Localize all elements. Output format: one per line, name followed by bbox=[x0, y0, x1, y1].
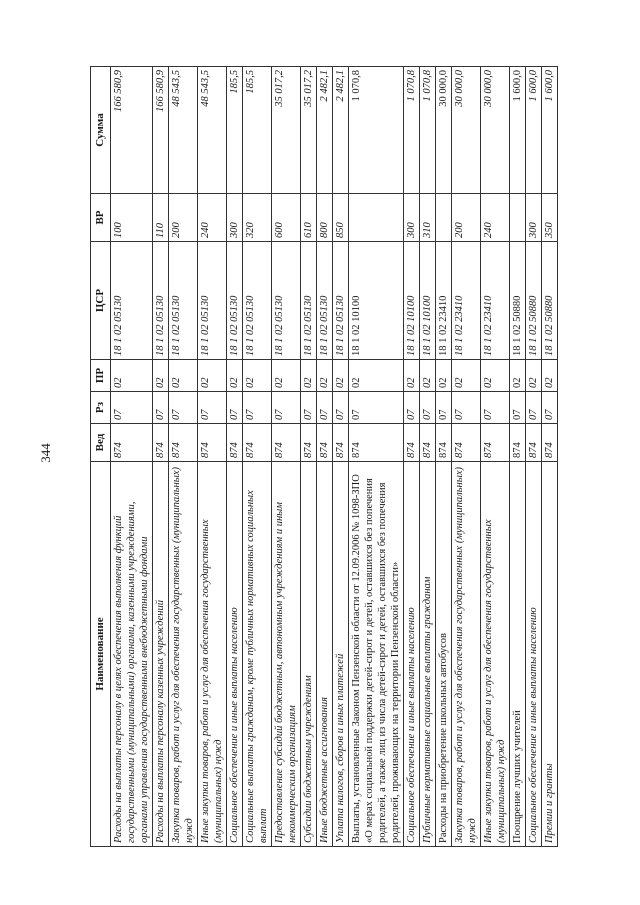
cell-ved: 874 bbox=[526, 424, 542, 462]
table-row bbox=[481, 67, 510, 847]
cell-sum: 48 543,5 bbox=[198, 67, 227, 194]
cell-sum: 185,5 bbox=[227, 67, 243, 194]
cell-pr: 02 bbox=[349, 360, 404, 392]
col-header-vr: ВР bbox=[91, 194, 111, 242]
cell-name: Иные закупки товаров, работ и услуг для обеспечения государственных (муниципальных) нужд bbox=[481, 462, 510, 847]
table-row bbox=[436, 67, 452, 847]
cell-rz: 07 bbox=[317, 392, 333, 424]
cell-csr: 18 1 02 50880 bbox=[542, 242, 558, 360]
cell-ved: 874 bbox=[404, 424, 420, 462]
cell-vr: 320 bbox=[243, 194, 272, 242]
cell-vr: 610 bbox=[301, 194, 317, 242]
cell-sum: 2 482,1 bbox=[317, 67, 333, 194]
cell-csr: 18 1 02 23410 bbox=[481, 242, 510, 360]
cell-ved: 874 bbox=[153, 424, 169, 462]
cell-rz: 07 bbox=[404, 392, 420, 424]
cell-pr: 02 bbox=[111, 360, 153, 392]
cell-csr: 18 1 02 10100 bbox=[420, 242, 436, 360]
table-row bbox=[349, 67, 404, 847]
cell-pr: 02 bbox=[243, 360, 272, 392]
cell-vr bbox=[349, 194, 404, 242]
cell-ved: 874 bbox=[349, 424, 404, 462]
cell-pr: 02 bbox=[333, 360, 349, 392]
cell-name: Поощрение лучших учителей bbox=[510, 462, 526, 847]
cell-ved: 874 bbox=[111, 424, 153, 462]
cell-vr: 300 bbox=[227, 194, 243, 242]
cell-ved: 874 bbox=[227, 424, 243, 462]
cell-pr: 02 bbox=[404, 360, 420, 392]
table-row bbox=[333, 67, 349, 847]
cell-sum: 1 600,0 bbox=[526, 67, 542, 194]
cell-csr: 18 1 02 10100 bbox=[404, 242, 420, 360]
cell-name: Субсидии бюджетным учреждениям bbox=[301, 462, 317, 847]
cell-csr: 18 1 02 23410 bbox=[436, 242, 452, 360]
cell-rz: 07 bbox=[510, 392, 526, 424]
cell-ved: 874 bbox=[452, 424, 481, 462]
cell-rz: 07 bbox=[169, 392, 198, 424]
cell-vr: 310 bbox=[420, 194, 436, 242]
cell-rz: 07 bbox=[542, 392, 558, 424]
cell-csr: 18 1 02 05130 bbox=[169, 242, 198, 360]
cell-name: Предоставление субсидий бюджетным, автономным учреждениям и иным некоммерческим организациям bbox=[272, 462, 301, 847]
cell-ved: 874 bbox=[420, 424, 436, 462]
cell-rz: 07 bbox=[349, 392, 404, 424]
cell-name: Социальное обеспечение и иные выплаты населению bbox=[526, 462, 542, 847]
table-row bbox=[404, 67, 420, 847]
cell-sum: 35 017,2 bbox=[301, 67, 317, 194]
cell-csr: 18 1 02 50880 bbox=[510, 242, 526, 360]
cell-rz: 07 bbox=[333, 392, 349, 424]
cell-sum: 166 580,9 bbox=[153, 67, 169, 194]
cell-csr: 18 1 02 05130 bbox=[227, 242, 243, 360]
cell-vr: 300 bbox=[404, 194, 420, 242]
cell-pr: 02 bbox=[317, 360, 333, 392]
cell-pr: 02 bbox=[169, 360, 198, 392]
table-row bbox=[452, 67, 481, 847]
cell-pr: 02 bbox=[272, 360, 301, 392]
cell-sum: 1 070,8 bbox=[404, 67, 420, 194]
cell-pr: 02 bbox=[481, 360, 510, 392]
col-header-name: Наименование bbox=[91, 462, 111, 847]
cell-name: Уплата налогов, сборов и иных платежей bbox=[333, 462, 349, 847]
cell-csr: 18 1 02 23410 bbox=[452, 242, 481, 360]
cell-ved: 874 bbox=[510, 424, 526, 462]
table-header bbox=[91, 67, 111, 847]
cell-sum: 1 070,8 bbox=[420, 67, 436, 194]
col-header-rz: Рз bbox=[91, 392, 111, 424]
cell-sum: 30 000,0 bbox=[436, 67, 452, 194]
cell-csr: 18 1 02 05130 bbox=[198, 242, 227, 360]
rotated-table-wrapper bbox=[90, 67, 570, 847]
cell-ved: 874 bbox=[243, 424, 272, 462]
cell-pr: 02 bbox=[227, 360, 243, 392]
cell-vr: 100 bbox=[111, 194, 153, 242]
cell-csr: 18 1 02 05130 bbox=[333, 242, 349, 360]
cell-pr: 02 bbox=[452, 360, 481, 392]
table-row bbox=[317, 67, 333, 847]
cell-name: Иные закупки товаров, работ и услуг для обеспечения государственных (муниципальных) нужд bbox=[198, 462, 227, 847]
cell-ved: 874 bbox=[542, 424, 558, 462]
cell-rz: 07 bbox=[481, 392, 510, 424]
header-row bbox=[91, 67, 111, 847]
budget-table bbox=[90, 66, 558, 847]
cell-vr: 240 bbox=[198, 194, 227, 242]
cell-rz: 07 bbox=[301, 392, 317, 424]
cell-sum: 2 482,1 bbox=[333, 67, 349, 194]
table-row bbox=[526, 67, 542, 847]
cell-rz: 07 bbox=[452, 392, 481, 424]
cell-csr: 18 1 02 05130 bbox=[272, 242, 301, 360]
cell-vr bbox=[436, 194, 452, 242]
cell-pr: 02 bbox=[301, 360, 317, 392]
page-number: 344 bbox=[38, 443, 53, 463]
cell-sum: 1 600,0 bbox=[510, 67, 526, 194]
cell-rz: 07 bbox=[153, 392, 169, 424]
cell-sum: 30 000,0 bbox=[481, 67, 510, 194]
cell-name: Публичные нормативные социальные выплаты гражданам bbox=[420, 462, 436, 847]
cell-csr: 18 1 02 05130 bbox=[153, 242, 169, 360]
table-row bbox=[243, 67, 272, 847]
cell-rz: 07 bbox=[111, 392, 153, 424]
cell-sum: 35 017,2 bbox=[272, 67, 301, 194]
cell-sum: 1 600,0 bbox=[542, 67, 558, 194]
table-row bbox=[542, 67, 558, 847]
cell-rz: 07 bbox=[198, 392, 227, 424]
cell-sum: 185,5 bbox=[243, 67, 272, 194]
cell-name: Расходы на выплаты персоналу казенных учреждений bbox=[153, 462, 169, 847]
cell-csr: 18 1 02 05130 bbox=[111, 242, 153, 360]
table-body bbox=[111, 67, 558, 847]
table-row bbox=[272, 67, 301, 847]
cell-name: Социальные выплаты гражданам, кроме публичных нормативных социальных выплат bbox=[243, 462, 272, 847]
cell-rz: 07 bbox=[243, 392, 272, 424]
cell-sum: 30 000,0 bbox=[452, 67, 481, 194]
cell-vr: 300 bbox=[526, 194, 542, 242]
cell-vr: 800 bbox=[317, 194, 333, 242]
cell-vr: 110 bbox=[153, 194, 169, 242]
cell-pr: 02 bbox=[198, 360, 227, 392]
cell-pr: 02 bbox=[420, 360, 436, 392]
cell-csr: 18 1 02 05130 bbox=[317, 242, 333, 360]
cell-sum: 1 070,8 bbox=[349, 67, 404, 194]
cell-rz: 07 bbox=[526, 392, 542, 424]
cell-pr: 02 bbox=[526, 360, 542, 392]
cell-name: Закупка товаров, работ и услуг для обеспечения государственных (муниципальных) нужд bbox=[169, 462, 198, 847]
cell-rz: 07 bbox=[227, 392, 243, 424]
col-header-sum: Сумма bbox=[91, 67, 111, 194]
cell-name: Премии и гранты bbox=[542, 462, 558, 847]
table-row bbox=[198, 67, 227, 847]
cell-ved: 874 bbox=[169, 424, 198, 462]
cell-vr bbox=[510, 194, 526, 242]
cell-ved: 874 bbox=[272, 424, 301, 462]
cell-vr: 350 bbox=[542, 194, 558, 242]
cell-rz: 07 bbox=[436, 392, 452, 424]
cell-name: Расходы на выплаты персоналу в целях обеспечения выполнения функций государственными (муниципальными) органами, казенными учреждениями, органами управления государственными внебюджетными фондами bbox=[111, 462, 153, 847]
cell-ved: 874 bbox=[198, 424, 227, 462]
cell-vr: 600 bbox=[272, 194, 301, 242]
cell-ved: 874 bbox=[436, 424, 452, 462]
cell-csr: 18 1 02 10100 bbox=[349, 242, 404, 360]
cell-pr: 02 bbox=[542, 360, 558, 392]
cell-name: Социальное обеспечение и иные выплаты населению bbox=[227, 462, 243, 847]
cell-rz: 07 bbox=[420, 392, 436, 424]
cell-pr: 02 bbox=[510, 360, 526, 392]
cell-name: Закупка товаров, работ и услуг для обеспечения государственных (муниципальных) нужд bbox=[452, 462, 481, 847]
col-header-ved: Вед bbox=[91, 424, 111, 462]
col-header-csr: ЦСР bbox=[91, 242, 111, 360]
cell-name: Иные бюджетные ассигнования bbox=[317, 462, 333, 847]
table-row bbox=[420, 67, 436, 847]
cell-ved: 874 bbox=[301, 424, 317, 462]
cell-rz: 07 bbox=[272, 392, 301, 424]
table-row bbox=[301, 67, 317, 847]
cell-vr: 200 bbox=[169, 194, 198, 242]
cell-vr: 850 bbox=[333, 194, 349, 242]
table-row bbox=[153, 67, 169, 847]
cell-ved: 874 bbox=[333, 424, 349, 462]
cell-csr: 18 1 02 05130 bbox=[301, 242, 317, 360]
cell-sum: 48 543,5 bbox=[169, 67, 198, 194]
table-row bbox=[169, 67, 198, 847]
cell-name: Расходы на приобретение школьных автобусов bbox=[436, 462, 452, 847]
cell-csr: 18 1 02 05130 bbox=[243, 242, 272, 360]
cell-name: Выплаты, установленные Законом Пензенской области от 12.09.2006 № 1098-ЗПО «О мерах социальной поддержки детей-сирот и детей, оставшихся без попечения родителей, а также лиц из числа детей-сирот и детей, оставшихся без попечения родителей, проживающих на территории Пензенской области» bbox=[349, 462, 404, 847]
cell-name: Социальное обеспечение и иные выплаты населению bbox=[404, 462, 420, 847]
cell-ved: 874 bbox=[317, 424, 333, 462]
cell-ved: 874 bbox=[481, 424, 510, 462]
table-row bbox=[227, 67, 243, 847]
table-row bbox=[111, 67, 153, 847]
cell-csr: 18 1 02 50880 bbox=[526, 242, 542, 360]
table-row bbox=[510, 67, 526, 847]
cell-sum: 166 580,9 bbox=[111, 67, 153, 194]
cell-pr: 02 bbox=[153, 360, 169, 392]
cell-pr: 02 bbox=[436, 360, 452, 392]
cell-vr: 200 bbox=[452, 194, 481, 242]
cell-vr: 240 bbox=[481, 194, 510, 242]
col-header-pr: ПР bbox=[91, 360, 111, 392]
